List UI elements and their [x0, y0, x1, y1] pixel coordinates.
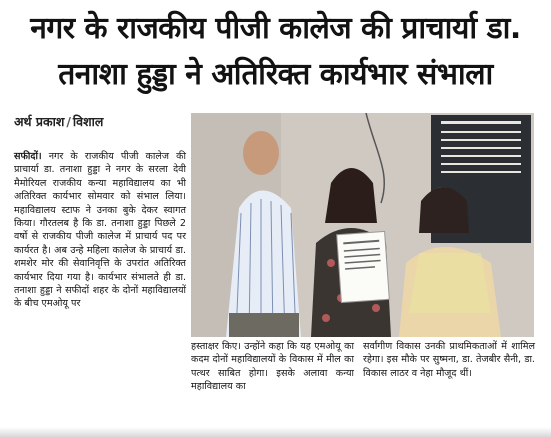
article-column-2: हस्ताक्षर किए। उन्होंने कहा कि यह एमओयू का कदम दोनों महाविद्यालयों के विकास में मील का पत्थर साबित होगा। इसके अलावा कन्या महाविद्यालय का: [191, 341, 354, 393]
byline-location: विशाल: [72, 114, 104, 129]
page-bottom-edge: [0, 427, 551, 437]
byline: [14, 113, 103, 130]
news-photo-illustration: [191, 113, 534, 337]
byline-author: अर्थ प्रकाश: [14, 114, 65, 129]
article-column-3: सर्वांगीण विकास उनकी प्राथमिकताओं में शामिल रहेगा। इस मौके पर सुष्मना, डा. तेजबीर सैनी, डा. विकास लाठर व नेहा मौजूद थीं।: [363, 341, 535, 379]
headline-line-2: तनाशा हुड्डा ने अतिरिक्त कार्यभार संभाला: [58, 57, 493, 92]
headline: [0, 6, 551, 98]
byline-separator: /: [66, 114, 71, 129]
news-photo: [191, 113, 534, 337]
article-column-1-text: नगर के राजकीय पीजी कालेज की प्राचार्या डा. तनाशा हुड्डा ने नगर के सरला देवी मैमोरियल राजकीय कन्या महाविद्यालय का भी अतिरिक्त कार्यभार सोमवार को संभाल लिया। महाविद्यालय स्टाफ ने उनका बुके देकर स्वागत किया। गौरतलब है कि डा. तनाशा हुड्डा पिछले 2 वर्षो से राजकीय पीजी कालेज में प्राचार्य पद पर कार्यरत है। अब उन्हे महिला कालेज के प्राचार्य डा. शमशेर मोर की सेवानिवृत्ति के उपरांत अतिरिक्त कार्यभार दिया गया है। कार्यभार संभालते ही डा. तनाशा हुड्डा ने सफीदों शहर के दोनों महाविद्यालयों के बीच एमओयू पर: [14, 151, 186, 310]
article-column-1: [14, 150, 186, 311]
dateline: सफीदों।: [14, 151, 42, 162]
headline-line-1: नगर के राजकीय पीजी कालेज की प्राचार्या डा.: [30, 11, 521, 46]
